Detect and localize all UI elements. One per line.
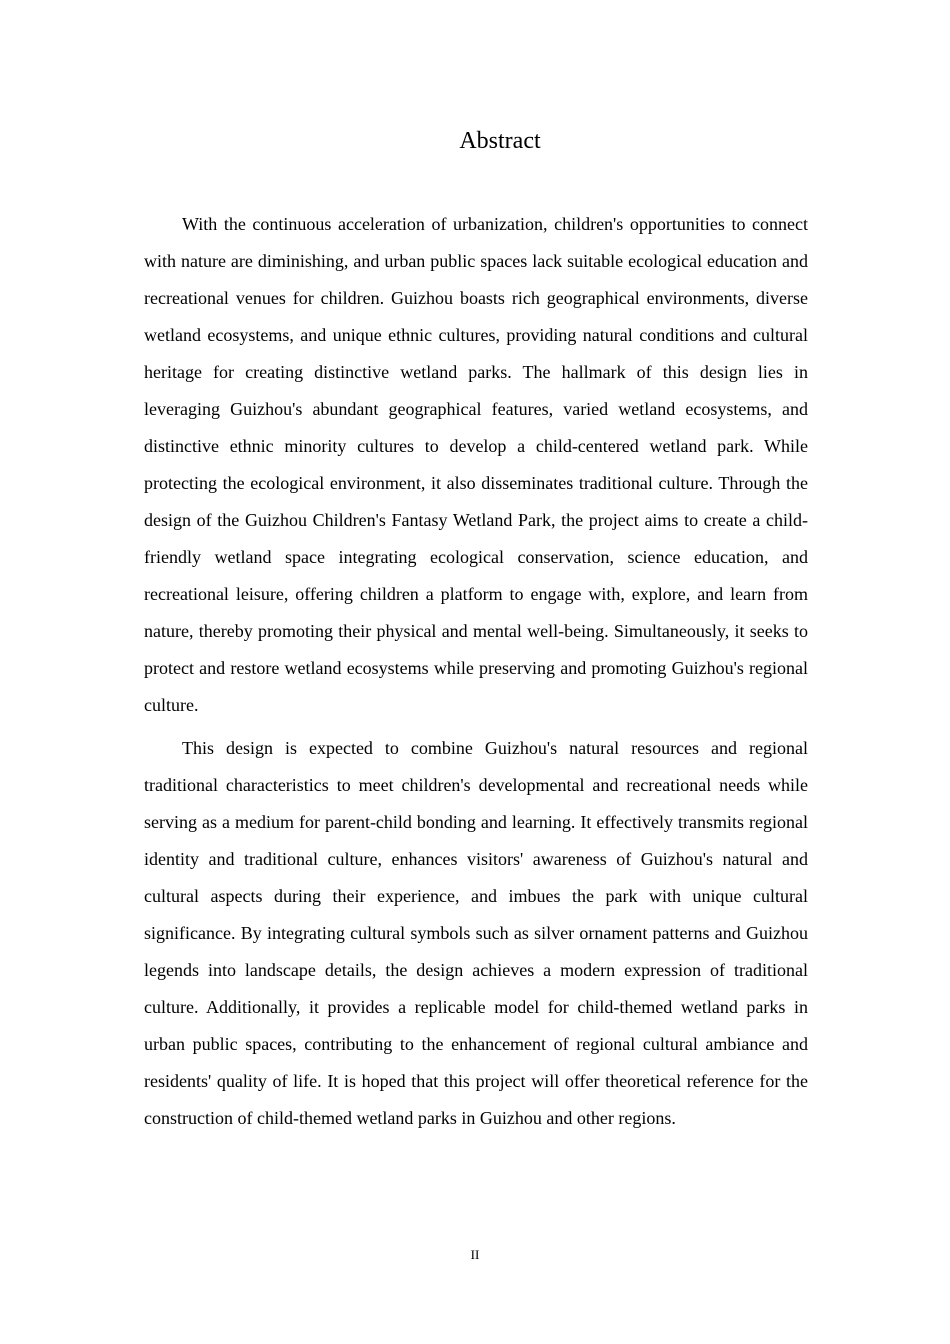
page-title: Abstract <box>459 128 541 154</box>
page-number: II <box>470 1247 480 1262</box>
abstract-paragraph-2: This design is expected to combine Guizhou's natural resources and regional traditional characteristics to meet children's developmental and recreational needs while serving as a medium for parent-child bonding and learning. It effectively transmits regional identity and traditional culture, enhances visitors' awareness of Guizhou's natural and cultural aspects during their experience, and imbues the park with unique cultural significance. By integrating cultural symbols such as silver ornament patterns and Guizhou legends into landscape details, the design achieves a modern expression of traditional culture. Additionally, it provides a replicable model for child-themed wetland parks in urban public spaces, contributing to the enhancement of regional cultural ambiance and residents' quality of life. It is hoped that this project will offer theoretical reference for the construction of child-themed wetland parks in Guizhou and other regions. <box>144 738 808 1128</box>
abstract-paragraph-1: With the continuous acceleration of urbanization, children's opportunities to connect with nature are diminishing, and urban public spaces lack suitable ecological education and recreational venues for children. Guizhou boasts rich geographical environments, diverse wetland ecosystems, and unique ethnic cultures, providing natural conditions and cultural heritage for creating distinctive wetland parks. The hallmark of this design lies in leveraging Guizhou's abundant geographical features, varied wetland ecosystems, and distinctive ethnic minority cultures to develop a child-centered wetland park. While protecting the ecological environment, it also disseminates traditional culture. Through the design of the Guizhou Children's Fantasy Wetland Park, the project aims to create a child-friendly wetland space integrating ecological conservation, science education, and recreational leisure, offering children a platform to engage with, explore, and learn from nature, thereby promoting their physical and mental well-being. Simultaneously, it seeks to protect and restore wetland ecosystems while preserving and promoting Guizhou's regional culture. <box>144 214 808 715</box>
abstract-body <box>144 206 808 1143</box>
